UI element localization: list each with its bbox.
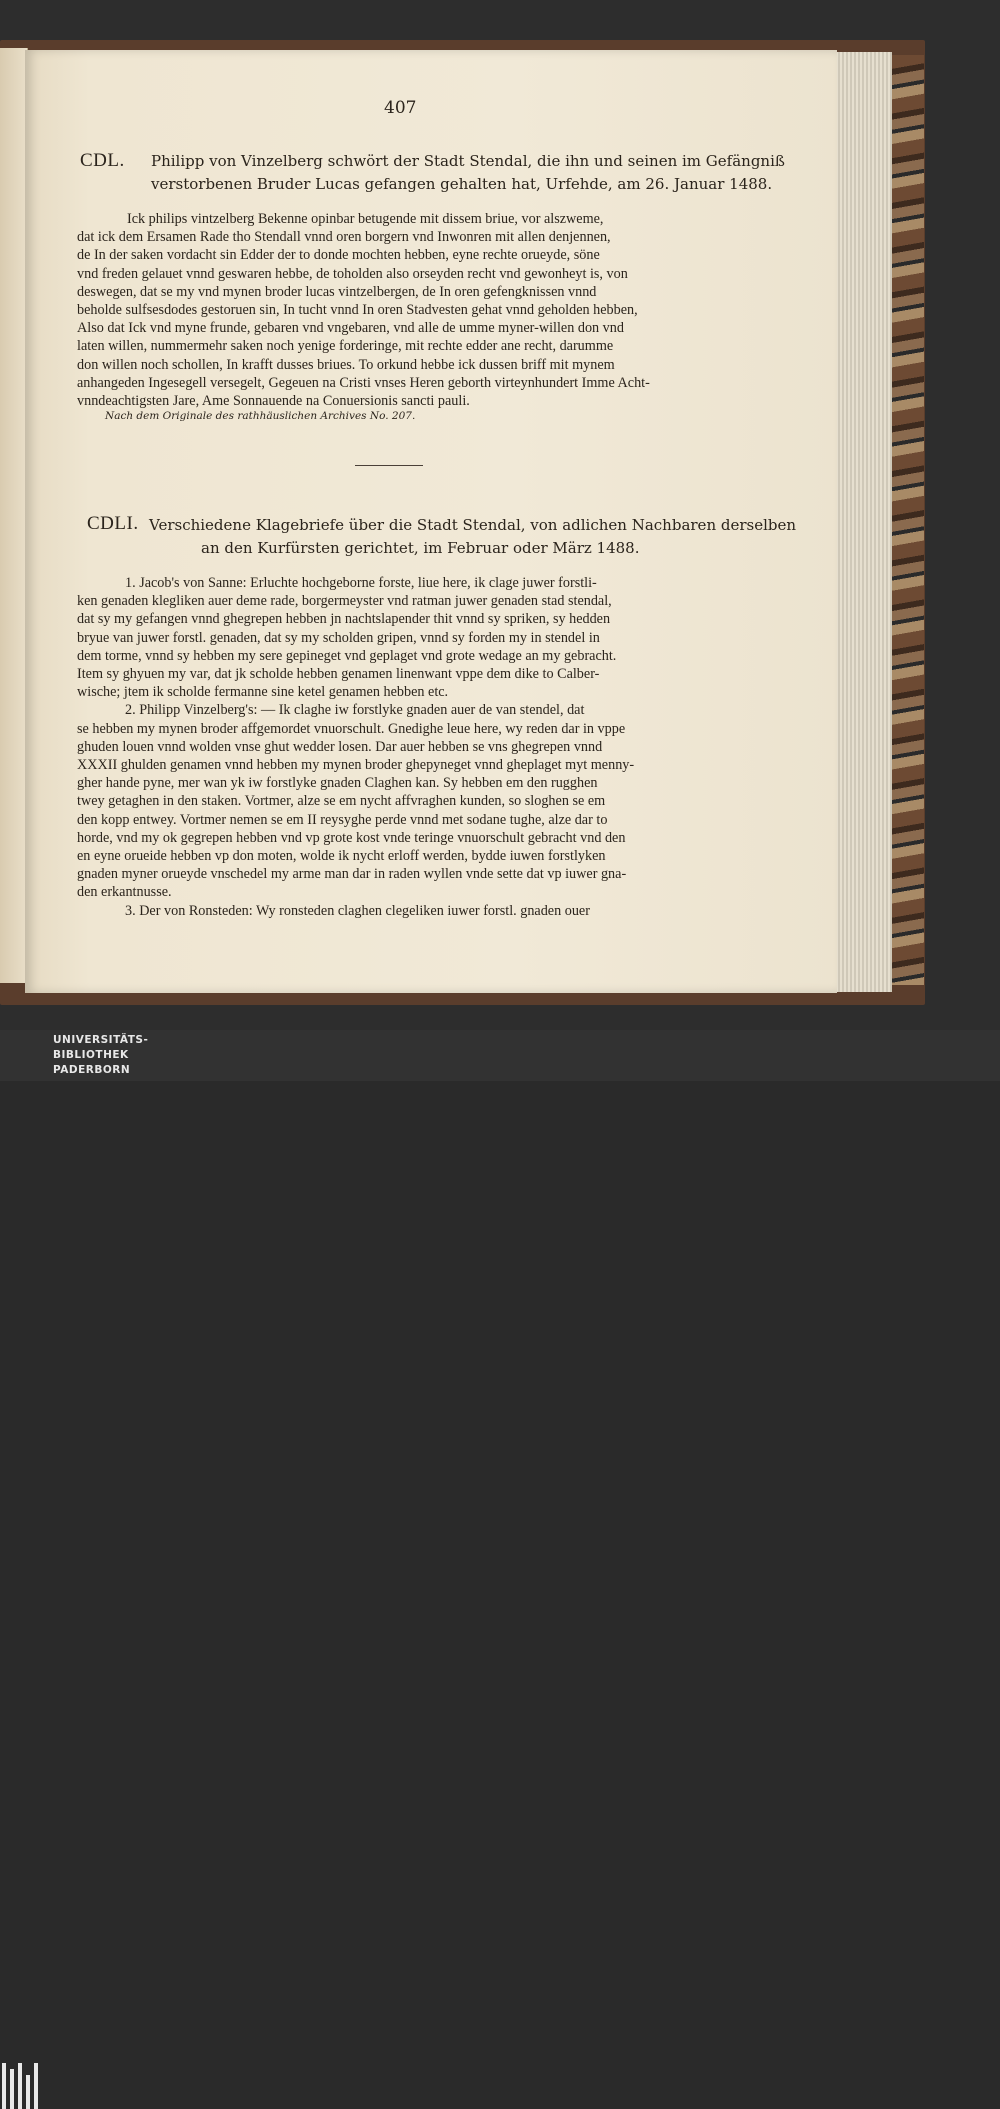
library-logo-icon xyxy=(0,2063,44,2109)
doc1-line: don willen noch schollen, In krafft dusses briues. To orkund hebbe ick dussen briff mit mynem xyxy=(77,356,615,373)
doc1-line: anhangeden Ingesegell versegelt, Gegeuen na Cristi vnses Heren geborth virteynhundert Imme Acht- xyxy=(77,374,650,391)
doc2-line: horde, vnd my ok gegrepen hebben vnd vp grote kost vnde teringe vnuorschult gebracht vnd den xyxy=(77,829,626,846)
doc2-line: gnaden myner orueyde vnschedel my arme man dar in raden wyllen vnde sette dat vp iuwer gna- xyxy=(77,866,627,883)
doc2-line: dem torme, vnnd sy hebben my sere gepineget vnd geplaget vnd grote wedage an my gebracht. xyxy=(77,647,617,664)
doc2-number: CDLI. xyxy=(87,513,139,534)
doc1-source-note: Nach dem Originale des rathhäuslichen Archives No. 207. xyxy=(105,410,416,422)
doc1-line: deswegen, dat se my vnd mynen broder lucas vintzelbergen, de In oren gefengknissen vnnd xyxy=(77,283,597,300)
doc2-line: den erkantnusse. xyxy=(77,884,172,901)
doc2-line: en eyne orueide hebben vp don moten, wolde ik nycht erloff werden, bydde iuwen forstlyken xyxy=(77,848,606,865)
doc2-line: XXXII ghulden genamen vnnd hebben my mynen broder ghepyneget vnnd gheplaget myt menny- xyxy=(77,757,635,774)
library-name-line-2: BIBLIOTHEK xyxy=(53,1049,129,1061)
doc1-line: de In der saken vordacht sin Edder der to donde mochten hebben, eyne rechte orueyde, söne xyxy=(77,247,600,264)
doc1-text xyxy=(77,210,747,410)
library-name-line-1: UNIVERSITÄTS- xyxy=(53,1034,149,1046)
doc2-line: dat sy my gefangen vnnd ghegrepen hebben jn nachtslapender thit vnnd sy spriken, sy hedden xyxy=(77,611,611,628)
doc2-line: den kopp entwey. Vortmer nemen se em II reysyghe perde vnnd met sodane tughe, alze dar to xyxy=(77,811,608,828)
doc1-line: Also dat Ick vnd myne frunde, gebaren vnd vngebaren, vnd alle de umme myner-willen don vnd xyxy=(77,320,624,337)
doc2-line: Item sy ghyuen my var, dat jk scholde hebben genamen linenwant vppe dem dike to Calber- xyxy=(77,666,600,683)
doc1-line: beholde sulfsesdodes gestoruen sin, In tucht vnnd In oren Stadvesten gehat vnnd geholden hebben, xyxy=(77,302,638,319)
doc1-line: vnndeachtigsten Jare, Ame Sonnauende na Conuersionis sancti pauli. xyxy=(77,393,470,410)
doc1-line: Ick philips vintzelberg Bekenne opinbar betugende mit dissem briue, vor alszweme, xyxy=(127,211,604,227)
doc2-line: ken genaden klegliken auer deme rade, borgermeyster vnd ratman juwer genaden stad stendal, xyxy=(77,593,612,610)
book-page xyxy=(25,50,837,993)
section-divider xyxy=(355,465,423,466)
doc2-line: twey getaghen in den staken. Vortmer, alze se em nycht affvraghen kunden, so sloghen se em xyxy=(77,793,606,810)
doc2-text xyxy=(77,574,757,920)
doc2-line: 3. Der von Ronsteden: Wy ronsteden claghen clegeliken iuwer forstl. gnaden ouer xyxy=(125,902,590,919)
doc2-line: gher hande pyne, mer wan yk iw forstlyke gnaden Claghen kan. Sy hebben em den rugghen xyxy=(77,775,598,792)
doc1-line: laten willen, nummermehr saken noch yenige forderinge, mit rechte edder ane recht, darumme xyxy=(77,338,614,355)
marbled-edge xyxy=(890,55,924,985)
doc1-line: vnd freden gelauet vnnd geswaren hebbe, de toholden also orseyden recht vnd gewonheyt is, von xyxy=(77,265,628,282)
library-footer xyxy=(0,1030,1000,1081)
doc2-title-line-2: an den Kurfürsten gerichtet, im Februar oder März 1488. xyxy=(201,539,640,557)
doc2-line: bryue van juwer forstl. genaden, dat sy my scholden gripen, vnnd sy forden my in stendel in xyxy=(77,629,600,646)
doc2-line: 1. Jacob's von Sanne: Erluchte hochgeborne forste, liue here, ik clage juwer forstli- xyxy=(125,575,597,591)
doc2-line: wische; jtem ik scholde fermanne sine ketel genamen hebben etc. xyxy=(77,684,449,701)
doc2-line: ghuden louen vnnd wolden vnse ghut wedder losen. Dar auer hebben se vns ghegrepen vnnd xyxy=(77,738,603,755)
library-name-line-3: PADERBORN xyxy=(53,1064,131,1076)
doc1-line: dat ick dem Ersamen Rade tho Stendall vnnd oren borgern vnd Inwonren mit allen denjennen, xyxy=(77,229,611,246)
doc1-title-line-2: verstorbenen Bruder Lucas gefangen gehalten hat, Urfehde, am 26. Januar 1488. xyxy=(151,175,773,193)
page-stack-edge xyxy=(830,52,892,992)
doc1-number: CDL. xyxy=(80,150,125,171)
scan-background xyxy=(0,0,1000,1030)
doc2-title-line-1: Verschiedene Klagebriefe über die Stadt Stendal, von adlichen Nachbaren derselben xyxy=(149,516,797,534)
doc1-title-line-1: Philipp von Vinzelberg schwört der Stadt Stendal, die ihn und seinen im Gefängniß xyxy=(151,152,785,170)
doc2-line: 2. Philipp Vinzelberg's: — Ik claghe iw forstlyke gnaden auer de van stendel, dat xyxy=(125,702,585,719)
doc2-line: se hebben my mynen broder affgemordet vnuorschult. Gnedighe leue here, wy reden dar in vppe xyxy=(77,720,626,737)
left-page-edge xyxy=(0,48,28,983)
page-number: 407 xyxy=(384,98,417,118)
